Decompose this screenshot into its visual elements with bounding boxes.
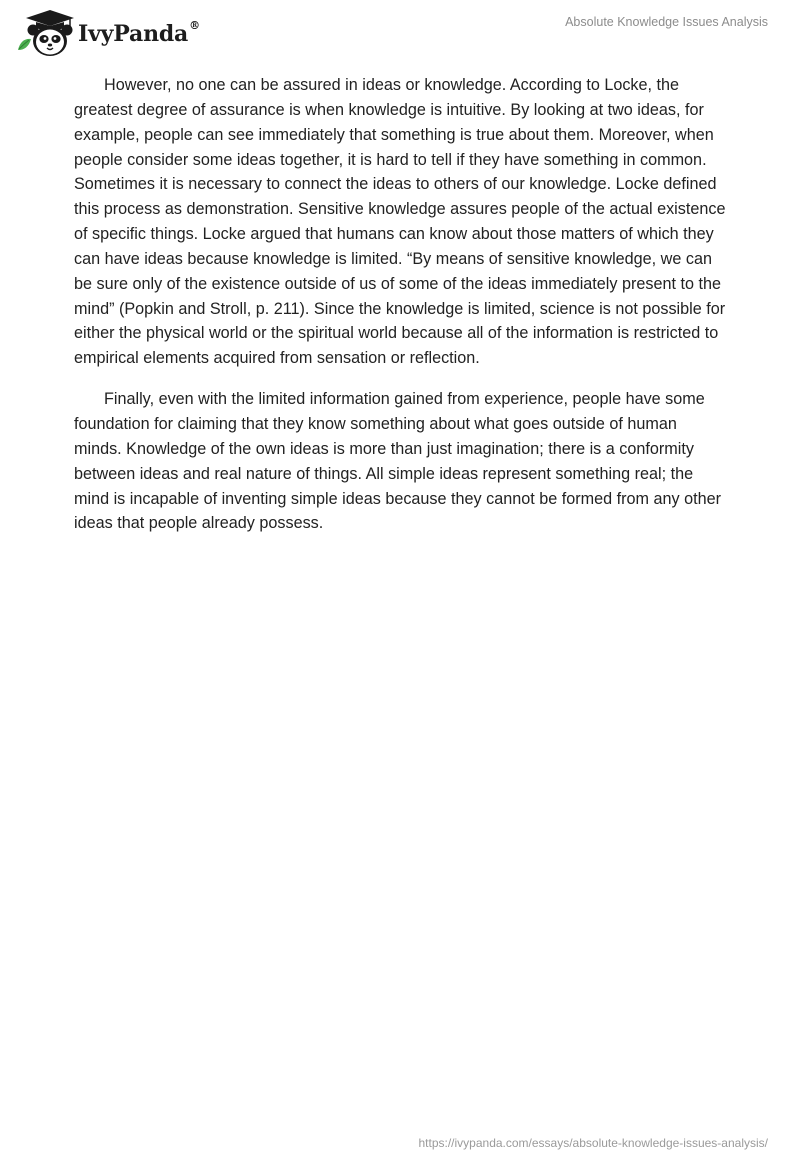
registered-mark: ® <box>189 19 200 32</box>
page-header <box>0 0 800 64</box>
source-url[interactable]: https://ivypanda.com/essays/absolute-knowledge-issues-analysis/ <box>418 1136 768 1150</box>
brand-name: IvyPanda® <box>78 19 200 47</box>
paragraph: Finally, even with the limited information gained from experience, people have some foundation for claiming that they know something about what goes outside of human minds. Knowledge of the own ideas is more than just imagination; there is a conformity between ideas and real nature of things. All simple ideas represent something real; the mind is incapable of inventing simple ideas because they cannot be formed from any other ideas that people already possess. <box>74 390 721 533</box>
panda-graduate-icon <box>14 8 76 58</box>
ivypanda-logo[interactable] <box>14 8 200 58</box>
document-title: Absolute Knowledge Issues Analysis <box>565 15 768 29</box>
paragraph: However, no one can be assured in ideas or knowledge. According to Locke, the greatest degree of assurance is when knowledge is intuitive. By looking at two ideas, for example, people can see immediately that something is true about them. Moreover, when people consider some ideas together, it is hard to tell if they have something in common. Sometimes it is necessary to connect the ideas to others of our knowledge. Locke defined this process as demonstration. Sensitive knowledge assures people of the actual existence of specific things. Locke argued that humans can know about those matters of which they can have ideas because knowledge is limited. “By means of sensitive knowledge, we can be sure only of the existence outside of us of some of the ideas immediately present to the mind” (Popkin and Stroll, p. 211). Since the knowledge is limited, science is not possible for either the physical world or the spiritual world because all of the information is restricted to empirical elements acquired from sensation or reflection. <box>74 76 726 368</box>
essay-body <box>74 73 728 552</box>
